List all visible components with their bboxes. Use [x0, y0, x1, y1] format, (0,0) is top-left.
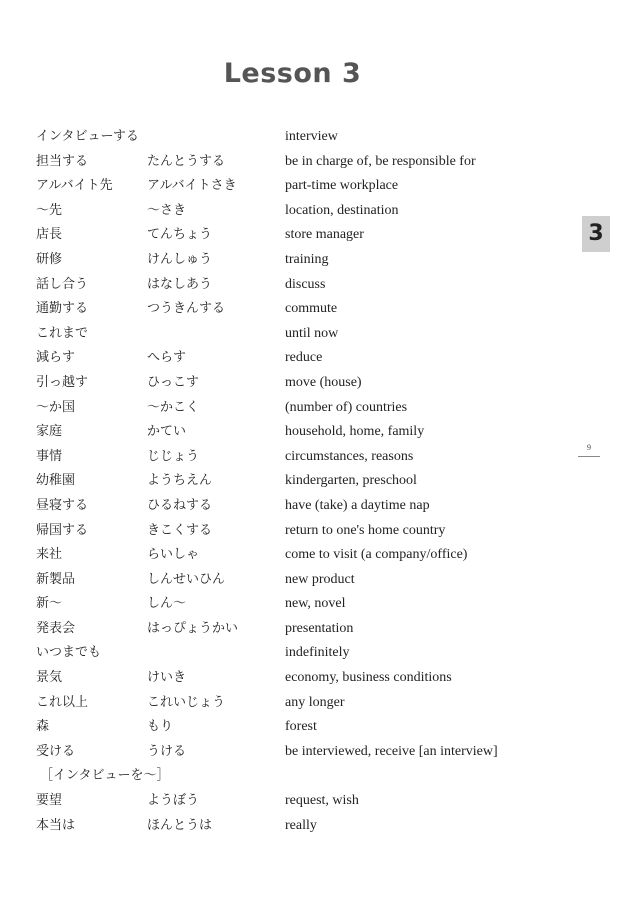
- vocab-reading: うける: [147, 743, 187, 759]
- vocab-reading: ひっこす: [147, 374, 200, 390]
- vocab-word: 減らす: [36, 350, 76, 366]
- vocab-reading: けんしゅう: [147, 251, 213, 267]
- vocab-row: [36, 496, 536, 521]
- vocab-meaning: forest: [285, 719, 317, 735]
- vocab-meaning: training: [285, 251, 329, 267]
- vocab-row: [36, 619, 536, 644]
- vocab-reading: ようぼう: [147, 793, 200, 809]
- vocab-row: [36, 447, 536, 472]
- vocab-row: [36, 422, 536, 447]
- vocab-reading: ～さき: [147, 202, 187, 218]
- vocab-word: ［インタビューを～］: [40, 768, 170, 784]
- vocab-meaning: come to visit (a company/office): [285, 547, 468, 563]
- vocab-meaning: any longer: [285, 694, 345, 710]
- vocab-row: [36, 176, 536, 201]
- page-number-rule: [578, 456, 600, 457]
- vocab-meaning: circumstances, reasons: [285, 448, 414, 464]
- vocab-row: [36, 275, 536, 300]
- vocab-word: 受ける: [36, 743, 76, 759]
- vocab-word: 帰国する: [36, 522, 89, 538]
- vocab-reading: つうきんする: [147, 301, 226, 317]
- vocab-row: [36, 717, 536, 742]
- vocab-reading: ほんとうは: [147, 817, 213, 833]
- vocab-row: [36, 127, 536, 152]
- vocab-reading: きこくする: [147, 522, 213, 538]
- vocab-reading: ひるねする: [147, 497, 213, 513]
- vocab-meaning: indefinitely: [285, 645, 350, 661]
- vocab-word: いつまでも: [36, 645, 102, 661]
- vocab-row: [36, 570, 536, 595]
- vocab-word: 要望: [36, 793, 63, 809]
- vocab-reading: たんとうする: [147, 153, 226, 169]
- vocab-word: 来社: [36, 547, 63, 563]
- vocabulary-list: [36, 127, 536, 840]
- vocab-meaning: request, wish: [285, 793, 359, 809]
- vocab-reading: これいじょう: [147, 694, 226, 710]
- vocab-word: 研修: [36, 251, 63, 267]
- vocab-row: [36, 643, 536, 668]
- vocab-word: 発表会: [36, 620, 76, 636]
- vocab-word: 幼稚園: [36, 473, 76, 489]
- vocab-word: インタビューする: [36, 129, 139, 144]
- vocab-word: 昼寝する: [36, 497, 89, 513]
- vocab-reading: へらす: [147, 350, 187, 366]
- vocab-word: 新製品: [36, 571, 76, 587]
- vocab-reading: てんちょう: [147, 227, 213, 243]
- vocab-row: [36, 373, 536, 398]
- vocab-word: これまで: [36, 325, 89, 341]
- vocab-meaning: interview: [285, 129, 338, 144]
- lesson-tab: 3: [582, 216, 610, 252]
- vocab-word: 引っ越す: [36, 374, 89, 390]
- vocab-meaning: be interviewed, receive [an interview]: [285, 743, 498, 759]
- vocab-row: [36, 152, 536, 177]
- vocab-meaning: kindergarten, preschool: [285, 473, 417, 489]
- vocab-row: [36, 348, 536, 373]
- vocab-reading: はっぴょうかい: [147, 620, 239, 636]
- vocab-meaning: have (take) a daytime nap: [285, 497, 430, 513]
- vocab-row: [36, 668, 536, 693]
- vocab-meaning: presentation: [285, 620, 354, 636]
- vocab-word: 森: [36, 719, 50, 735]
- vocab-word: ～か国: [36, 399, 76, 415]
- vocab-meaning: until now: [285, 325, 339, 341]
- vocab-row: [36, 299, 536, 324]
- vocab-meaning: be in charge of, be responsible for: [285, 153, 476, 169]
- vocab-reading: はなしあう: [147, 276, 213, 292]
- vocab-word: 景気: [36, 670, 63, 686]
- vocab-reading: けいき: [147, 670, 187, 686]
- vocab-row: [36, 250, 536, 275]
- vocab-meaning: move (house): [285, 374, 362, 390]
- vocab-reading: ～かこく: [147, 399, 200, 415]
- vocab-row: [36, 742, 536, 767]
- vocab-word: アルバイト先: [36, 178, 113, 194]
- vocab-word: 家庭: [36, 424, 63, 440]
- vocab-row: [36, 693, 536, 718]
- vocab-meaning: location, destination: [285, 202, 399, 218]
- vocab-meaning: discuss: [285, 276, 326, 292]
- vocab-row: [36, 398, 536, 423]
- page-title: Lesson 3: [223, 58, 362, 89]
- vocab-meaning: return to one's home country: [285, 522, 446, 538]
- vocab-row: [36, 791, 536, 816]
- vocab-row: [36, 324, 536, 349]
- vocab-row: [36, 521, 536, 546]
- vocab-meaning: new, novel: [285, 596, 346, 612]
- vocab-row: [36, 816, 536, 841]
- vocab-meaning: household, home, family: [285, 424, 425, 440]
- vocab-row: [36, 201, 536, 226]
- vocab-word: これ以上: [36, 694, 89, 710]
- vocab-meaning: store manager: [285, 227, 364, 243]
- vocab-meaning: economy, business conditions: [285, 670, 452, 686]
- vocab-word: 新～: [36, 596, 63, 612]
- vocab-word: 通勤する: [36, 301, 89, 317]
- vocab-meaning: part-time workplace: [285, 178, 399, 194]
- vocab-word: 担当する: [36, 153, 89, 169]
- vocab-meaning: reduce: [285, 350, 323, 366]
- vocab-row: [36, 471, 536, 496]
- vocab-reading: アルバイトさき: [147, 178, 237, 194]
- vocab-meaning: (number of) countries: [285, 399, 408, 415]
- vocab-word: ～先: [36, 202, 63, 218]
- vocab-reading: かてい: [147, 424, 187, 440]
- vocab-reading: しん～: [147, 596, 187, 612]
- vocab-meaning: commute: [285, 301, 338, 317]
- vocab-reading: らいしゃ: [147, 547, 200, 563]
- vocab-reading: しんせいひん: [147, 571, 226, 587]
- vocab-reading: ようちえん: [147, 473, 213, 489]
- page-number: 9: [587, 443, 591, 452]
- vocab-word: 店長: [36, 227, 63, 243]
- vocab-reading: じじょう: [147, 448, 200, 464]
- vocab-row: [36, 766, 536, 791]
- vocab-word: 事情: [36, 448, 63, 464]
- vocab-row: [36, 545, 536, 570]
- vocab-word: 本当は: [36, 817, 76, 833]
- vocab-meaning: really: [285, 817, 317, 833]
- vocab-word: 話し合う: [36, 276, 89, 292]
- vocab-reading: もり: [147, 719, 174, 735]
- vocab-meaning: new product: [285, 571, 355, 587]
- vocab-row: [36, 225, 536, 250]
- vocab-row: [36, 594, 536, 619]
